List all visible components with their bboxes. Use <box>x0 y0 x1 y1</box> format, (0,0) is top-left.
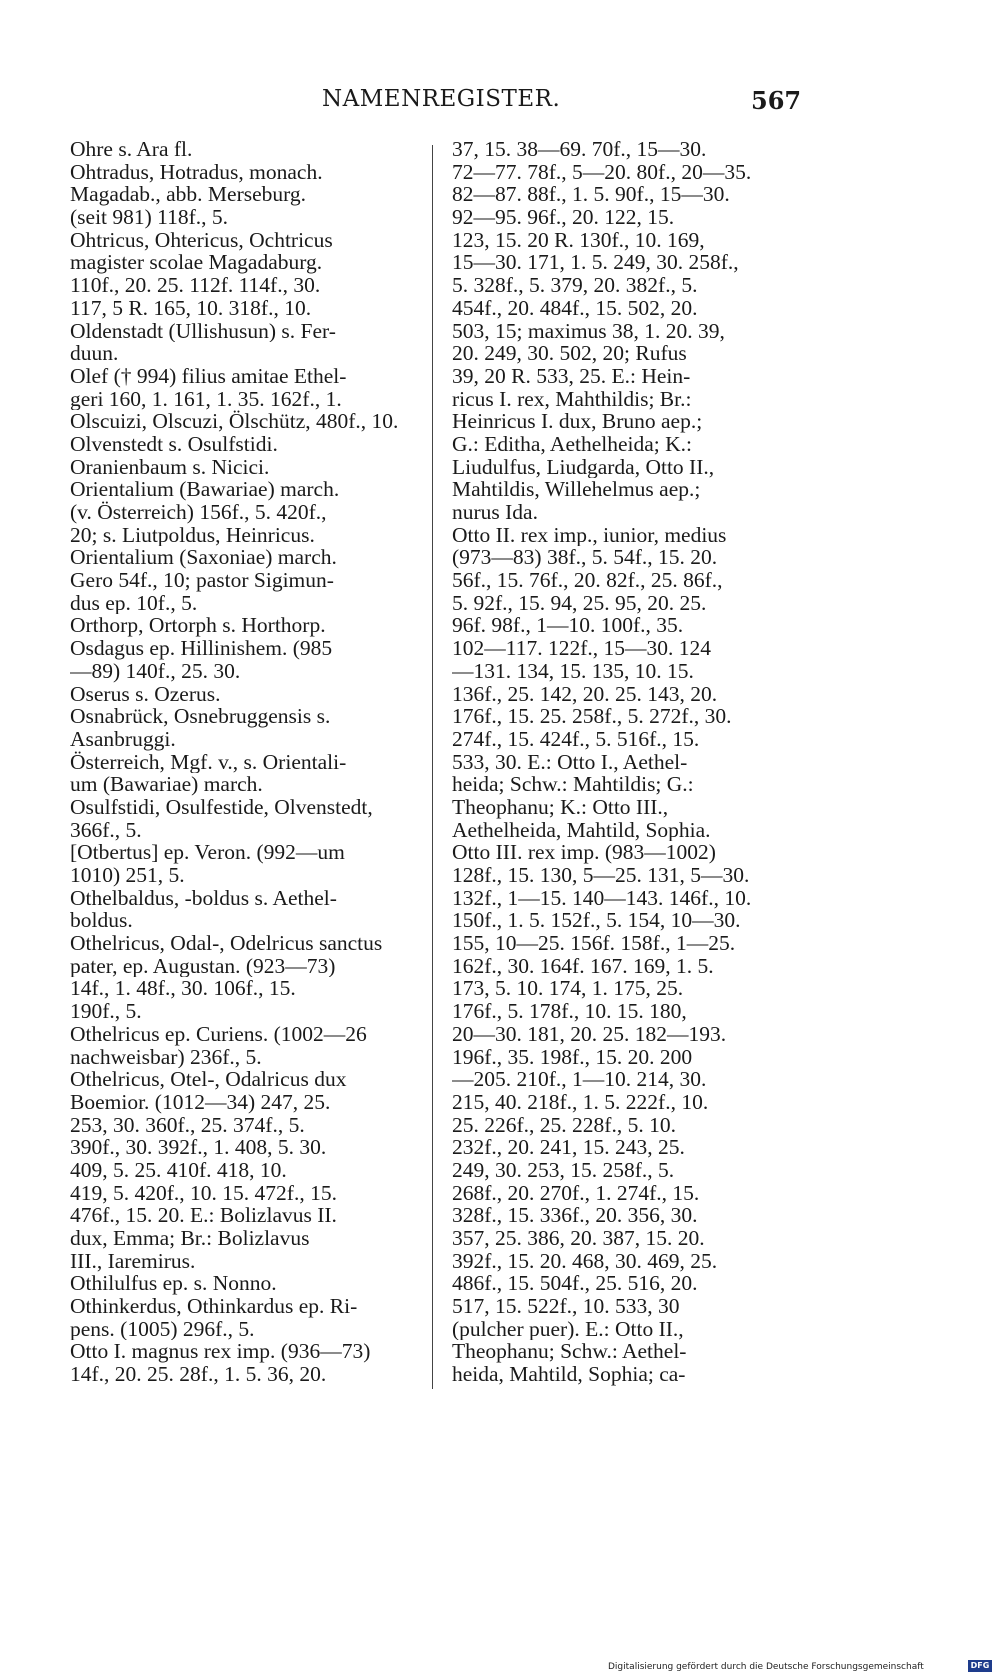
index-entry-line: (v. Österreich) 156f., 5. 420f., <box>70 501 327 524</box>
index-entry-line: geri 160, 1. 161, 1. 35. 162f., 1. <box>70 387 342 411</box>
index-entry-line: 5. 92f., 15. 94, 25. 95, 20. 25. <box>452 591 707 615</box>
index-entry-line: Boemior. (1012—34) 247, 25. <box>70 1090 331 1114</box>
index-entry-line: Oldenstadt (Ullishusun) s. Fer- <box>70 319 336 343</box>
index-entry-line: nurus Ida. <box>452 501 538 524</box>
index-entry-line: 454f., 20. 484f., 15. 502, 20. <box>452 296 698 320</box>
index-entry-line: III., Iaremirus. <box>70 1249 196 1273</box>
index-entry-line: G.: Editha, Aethelheida; K.: <box>452 432 693 456</box>
index-entry-line: 357, 25. 386, 20. 387, 15. 20. <box>452 1227 705 1250</box>
index-entry-line: Magadab., abb. Merseburg. <box>70 183 307 207</box>
index-entry-line: Theophanu; Schw.: Aethel- <box>452 1340 687 1364</box>
index-entry-line: Oranienbaum s. Nicici. <box>70 455 270 479</box>
index-entry-line: 1010) 251, 5. <box>70 864 185 887</box>
index-entry-line: Olef († 994) filius amitae Ethel- <box>70 364 347 388</box>
index-entry-line: dux, Emma; Br.: Bolizlavus <box>70 1227 310 1250</box>
index-entry-line: pater, ep. Augustan. (923—73) <box>70 954 336 978</box>
index-entry-line: 72—77. 78f., 5—20. 80f., 20—35. <box>452 160 752 184</box>
index-entry-line: 37, 15. 38—69. 70f., 15—30. <box>452 138 707 161</box>
index-entry-line: 162f., 30. 164f. 167. 169, 1. 5. <box>452 954 714 978</box>
index-entry-line: 20. 249, 30. 502, 20; Rufus <box>452 342 687 365</box>
index-entry-line: 136f., 25. 142, 20. 25. 143, 20. <box>452 682 718 706</box>
index-entry-line: 110f., 20. 25. 112f. 114f., 30. <box>70 274 321 297</box>
index-entry-line: —205. 210f., 1—10. 214, 30. <box>452 1068 707 1091</box>
index-entry-line: Asanbruggi. <box>70 727 176 751</box>
index-entry-line: 253, 30. 360f., 25. 374f., 5. <box>70 1113 305 1137</box>
index-entry-line: Gero 54f., 10; pastor Sigimun- <box>70 569 334 592</box>
index-entry-line: 392f., 15. 20. 468, 30. 469, 25. <box>452 1249 718 1273</box>
index-entry-line: 196f., 35. 198f., 15. 20. 200 <box>452 1045 693 1069</box>
index-entry-line: 486f., 15. 504f., 25. 516, 20. <box>452 1272 698 1296</box>
index-entry-line: heida; Schw.: Mahtildis; G.: <box>452 773 694 796</box>
index-entry-line: Österreich, Mgf. v., s. Orientali- <box>70 750 347 774</box>
index-entry-line: Othelbaldus, -boldus s. Aethel- <box>70 886 337 910</box>
index-column-left <box>70 138 414 1386</box>
index-entry-line: 176f., 5. 178f., 10. 15. 180, <box>452 1000 687 1023</box>
index-entry-line: Othilulfus ep. s. Nonno. <box>70 1272 277 1296</box>
index-entry-line: magister scolae Magadaburg. <box>70 251 323 275</box>
index-entry-line: Othelricus, Odal-, Odelricus sanctus <box>70 932 383 955</box>
index-entry-line: Ohtradus, Hotradus, monach. <box>70 160 323 184</box>
index-entry-line: Oserus s. Ozerus. <box>70 682 221 706</box>
index-entry-line: 20; s. Liutpoldus, Heinricus. <box>70 523 315 547</box>
running-header-title: NAMENREGISTER. <box>322 86 561 112</box>
index-entry-line: Heinricus I. dux, Bruno aep.; <box>452 410 703 433</box>
index-entry-line: boldus. <box>70 909 133 933</box>
index-entry-line: Otto II. rex imp., iunior, medius <box>452 523 727 547</box>
index-entry-line: —89) 140f., 25. 30. <box>70 659 241 683</box>
index-entry-line: (seit 981) 118f., 5. <box>70 206 229 229</box>
index-entry-line: 150f., 1. 5. 152f., 5. 154, 10—30. <box>452 909 741 933</box>
index-entry-line: Orientalium (Saxoniae) march. <box>70 546 337 570</box>
index-entry-line: 20—30. 181, 20. 25. 182—193. <box>452 1022 727 1046</box>
index-entry-line: 14f., 20. 25. 28f., 1. 5. 36, 20. <box>70 1363 327 1386</box>
index-entry-line: nachweisbar) 236f., 5. <box>70 1045 262 1069</box>
page-number: 567 <box>751 86 802 115</box>
column-divider <box>432 145 433 1389</box>
index-entry-line: pens. (1005) 296f., 5. <box>70 1317 255 1341</box>
index-entry-line: 190f., 5. <box>70 1000 142 1023</box>
index-entry-line: Orientalium (Bawariae) march. <box>70 478 340 501</box>
index-entry-line: Liudulfus, Liudgarda, Otto II., <box>452 455 715 479</box>
index-entry-line: Othelricus, Otel-, Odalricus dux <box>70 1068 347 1091</box>
index-entry-line: 176f., 15. 25. 258f., 5. 272f., 30. <box>452 705 732 728</box>
index-entry-line: Mahtildis, Willehelmus aep.; <box>452 478 701 501</box>
index-entry-line: ricus I. rex, Mahthildis; Br.: <box>452 387 692 411</box>
index-entry-line: 215, 40. 218f., 1. 5. 222f., 10. <box>452 1090 709 1114</box>
index-entry-line: 117, 5 R. 165, 10. 318f., 10. <box>70 296 312 320</box>
index-entry-line: Osdagus ep. Hillinishem. (985 <box>70 637 333 660</box>
index-entry-line: 173, 5. 10. 174, 1. 175, 25. <box>452 977 684 1001</box>
index-entry-line: 268f., 20. 270f., 1. 274f., 15. <box>452 1181 700 1205</box>
index-entry-line: 533, 30. E.: Otto I., Aethel- <box>452 750 688 774</box>
index-entry-line: 92—95. 96f., 20. 122, 15. <box>452 206 675 229</box>
index-entry-line: Ohre s. Ara fl. <box>70 138 193 161</box>
index-entry-line: dus ep. 10f., 5. <box>70 591 198 615</box>
index-entry-line: 249, 30. 253, 15. 258f., 5. <box>452 1158 675 1182</box>
index-entry-line: 39, 20 R. 533, 25. E.: Hein- <box>452 364 691 388</box>
index-entry-line: 476f., 15. 20. E.: Bolizlavus II. <box>70 1204 337 1227</box>
index-entry-line: (973—83) 38f., 5. 54f., 15. 20. <box>452 546 718 570</box>
index-entry-line: 232f., 20. 241, 15. 243, 25. <box>452 1136 685 1159</box>
index-entry-line: 409, 5. 25. 410f. 418, 10. <box>70 1158 287 1182</box>
footer-credit: Digitalisierung gefördert durch die Deutsche Forschungsgemeinschaft <box>608 1662 924 1672</box>
index-entry-line: 132f., 1—15. 140—143. 146f., 10. <box>452 886 752 910</box>
index-entry-line: um (Bawariae) march. <box>70 773 263 796</box>
index-entry-line: 82—87. 88f., 1. 5. 90f., 15—30. <box>452 183 730 207</box>
index-column-right <box>452 138 798 1386</box>
index-entry-line: Olscuizi, Olscuzi, Ölschütz, 480f., 10. <box>70 410 399 433</box>
index-entry-line: Osulfstidi, Osulfestide, Olvenstedt, <box>70 795 373 819</box>
index-entry-line: Othinkerdus, Othinkardus ep. Ri- <box>70 1295 358 1318</box>
index-entry-line: 102—117. 122f., 15—30. 124 <box>452 637 711 660</box>
index-entry-line: 56f., 15. 76f., 20. 82f., 25. 86f., <box>452 569 723 592</box>
index-entry-line: 366f., 5. <box>70 818 142 842</box>
index-entry-line: 155, 10—25. 156f. 158f., 1—25. <box>452 932 736 955</box>
index-entry-line: 5. 328f., 5. 379, 20. 382f., 5. <box>452 274 698 297</box>
index-entry-line: 123, 15. 20 R. 130f., 10. 169, <box>452 228 705 252</box>
index-entry-line: Orthorp, Ortorph s. Horthorp. <box>70 614 326 638</box>
index-entry-line: Othelricus ep. Curiens. (1002—26 <box>70 1022 367 1046</box>
index-entry-line: duun. <box>70 342 119 365</box>
index-entry-line: 328f., 15. 336f., 20. 356, 30. <box>452 1204 698 1227</box>
index-entry-line: (pulcher puer). E.: Otto II., <box>452 1317 684 1341</box>
index-entry-line: Aethelheida, Mahtild, Sophia. <box>452 818 711 842</box>
index-entry-line: 128f., 15. 130, 5—25. 131, 5—30. <box>452 864 750 887</box>
index-entry-line: 25. 226f., 25. 228f., 5. 10. <box>452 1113 676 1137</box>
index-entry-line: Otto I. magnus rex imp. (936—73) <box>70 1340 371 1364</box>
index-entry-line: 15—30. 171, 1. 5. 249, 30. 258f., <box>452 251 739 275</box>
index-entry-line: 274f., 15. 424f., 5. 516f., 15. <box>452 727 700 751</box>
index-entry-line: 517, 15. 522f., 10. 533, 30 <box>452 1295 680 1318</box>
index-entry-line: Olvenstedt s. Osulfstidi. <box>70 432 278 456</box>
index-entry-line: heida, Mahtild, Sophia; ca- <box>452 1363 686 1386</box>
index-entry-line: 96f. 98f., 1—10. 100f., 35. <box>452 614 684 638</box>
index-entry-line: Osnabrück, Osnebruggensis s. <box>70 705 331 728</box>
index-entry-line: 503, 15; maximus 38, 1. 20. 39, <box>452 319 725 343</box>
index-entry-line: 390f., 30. 392f., 1. 408, 5. 30. <box>70 1136 327 1159</box>
index-entry-line: Otto III. rex imp. (983—1002) <box>452 841 716 864</box>
index-entry-line: [Otbertus] ep. Veron. (992—um <box>70 841 345 864</box>
index-entry-line: Ohtricus, Ohtericus, Ochtricus <box>70 228 333 252</box>
dfg-logo: DFG <box>968 1660 992 1672</box>
index-entry-line: 14f., 1. 48f., 30. 106f., 15. <box>70 977 296 1001</box>
index-entry-line: Theophanu; K.: Otto III., <box>452 795 669 819</box>
index-entry-line: 419, 5. 420f., 10. 15. 472f., 15. <box>70 1181 337 1205</box>
index-entry-line: —131. 134, 15. 135, 10. 15. <box>452 659 694 683</box>
